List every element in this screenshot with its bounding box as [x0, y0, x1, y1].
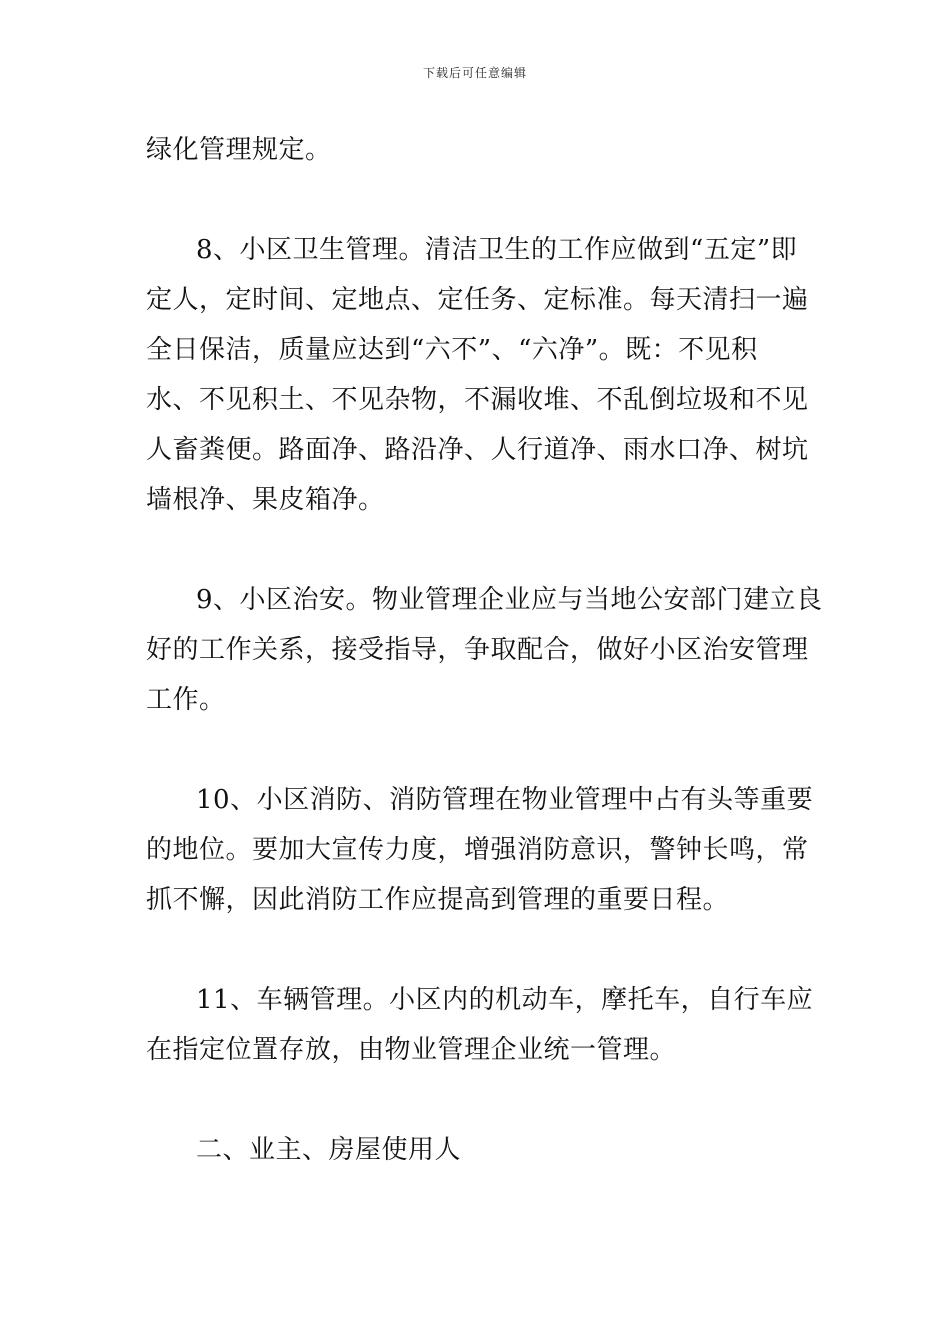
- section-heading: 二、业主、房屋使用人: [196, 1135, 462, 1165]
- text-line: 定人，定时间、定地点、定任务、定标准。每天清扫一遍: [146, 285, 809, 315]
- text-line: 好的工作关系，接受指导，争取配合，做好小区治安管理: [146, 635, 809, 665]
- text-line: 11、车辆管理。小区内的机动车，摩托车，自行车应: [196, 985, 814, 1015]
- text-line: 全日保洁，质量应达到“六不”、“六净”。既：不见积: [146, 335, 758, 365]
- text-line: 抓不懈，因此消防工作应提高到管理的重要日程。: [146, 885, 730, 915]
- text-line: 绿化管理规定。: [146, 135, 332, 165]
- text-line: 10、小区消防、消防管理在物业管理中占有头等重要: [196, 785, 814, 815]
- text-line: 的地位。要加大宣传力度，增强消防意识，警钟长鸣，常: [146, 835, 809, 865]
- text-line: 墙根净、果皮箱净。: [146, 485, 385, 515]
- text-line: 水、不见积土、不见杂物，不漏收堆、不乱倒垃圾和不见: [146, 385, 809, 415]
- text-line: 9、小区治安。物业管理企业应与当地公安部门建立良: [196, 585, 823, 615]
- page-header: 下载后可任意编辑: [422, 66, 527, 80]
- text-line: 在指定位置存放，由物业管理企业统一管理。: [146, 1035, 677, 1065]
- text-line: 人畜粪便。路面净、路沿净、人行道净、雨水口净、树坑: [146, 435, 809, 465]
- text-line: 8、小区卫生管理。清洁卫生的工作应做到“五定”即: [196, 235, 798, 265]
- text-line: 工作。: [146, 685, 226, 715]
